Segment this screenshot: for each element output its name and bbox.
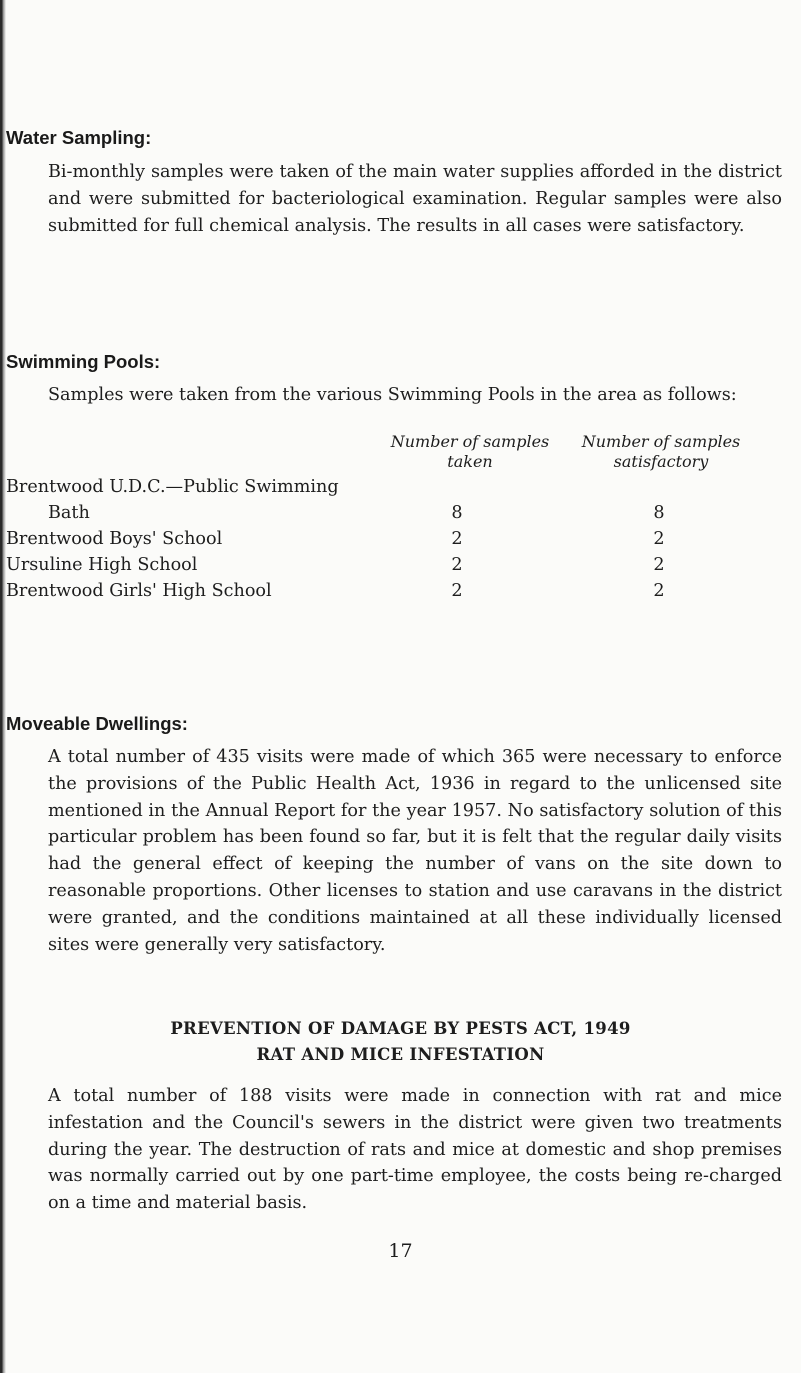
swimming-pools-heading: Swimming Pools: bbox=[6, 351, 161, 372]
page-number: 17 bbox=[388, 1240, 413, 1262]
table-cell-taken: 2 bbox=[451, 529, 463, 549]
table-cell-satisfactory: 8 bbox=[653, 503, 665, 523]
table-row-name: Brentwood Girls' High School bbox=[6, 581, 272, 601]
table-cell-satisfactory: 2 bbox=[653, 529, 665, 549]
swimming-pools-intro: Samples were taken from the various Swimming Pools in the area as follows: bbox=[48, 385, 737, 405]
col-header-taken-line1: Number of samples bbox=[390, 432, 550, 451]
water-sampling-heading: Water Sampling: bbox=[6, 127, 152, 148]
table-row-name: Brentwood Boys' School bbox=[6, 529, 223, 549]
table-cell-taken: 2 bbox=[451, 581, 463, 601]
pests-act-subtitle: RAT AND MICE INFESTATION bbox=[256, 1045, 545, 1064]
table-cell-satisfactory: 2 bbox=[653, 555, 665, 575]
water-sampling-paragraph: Bi-monthly samples were taken of the main water supplies afforded in the district and were submitted for bacteriological examination. Regular samples were also submitted for full chemical analysis. The results in all cases were satisfactory. bbox=[48, 162, 782, 236]
col-header-taken bbox=[370, 432, 570, 472]
table-row-name: Brentwood U.D.C.—Public Swimming bbox=[6, 477, 339, 497]
table-cell-satisfactory: 2 bbox=[653, 581, 665, 601]
col-header-satisfactory-line1: Number of samples bbox=[581, 432, 741, 451]
pests-paragraph: A total number of 188 visits were made in connection with rat and mice infestation and the Council's sewers in the district were given two treatments during the year. The destruction of rats and mice at domestic and shop premises was normally carried out by one part-time employee, the costs being re-charged on a time and material basis. bbox=[48, 1086, 782, 1214]
moveable-dwellings-heading: Moveable Dwellings: bbox=[6, 713, 188, 734]
col-header-satisfactory bbox=[556, 432, 766, 472]
table-row-name-continued: Bath bbox=[48, 503, 90, 523]
col-header-satisfactory-line2: satisfactory bbox=[613, 452, 709, 471]
table-cell-taken: 8 bbox=[451, 503, 463, 523]
pests-act-title: PREVENTION OF DAMAGE BY PESTS ACT, 1949 bbox=[170, 1019, 631, 1038]
table-row-name: Ursuline High School bbox=[6, 555, 198, 575]
col-header-taken-line2: taken bbox=[447, 452, 493, 471]
moveable-dwellings-paragraph: A total number of 435 visits were made of which 365 were necessary to enforce the provisions of the Public Health Act, 1936 in regard to the unlicensed site mentioned in the Annual Report for the year 1957. No satisfactory solution of this particular problem has been found so far, but it is felt that the regular daily visits had the general effect of keeping the number of vans on the site down to reasonable proportions. Other licenses to station and use caravans in the district were granted, and the conditions maintained at all these individually licensed sites were generally very satisfactory. bbox=[48, 747, 782, 955]
table-cell-taken: 2 bbox=[451, 555, 463, 575]
